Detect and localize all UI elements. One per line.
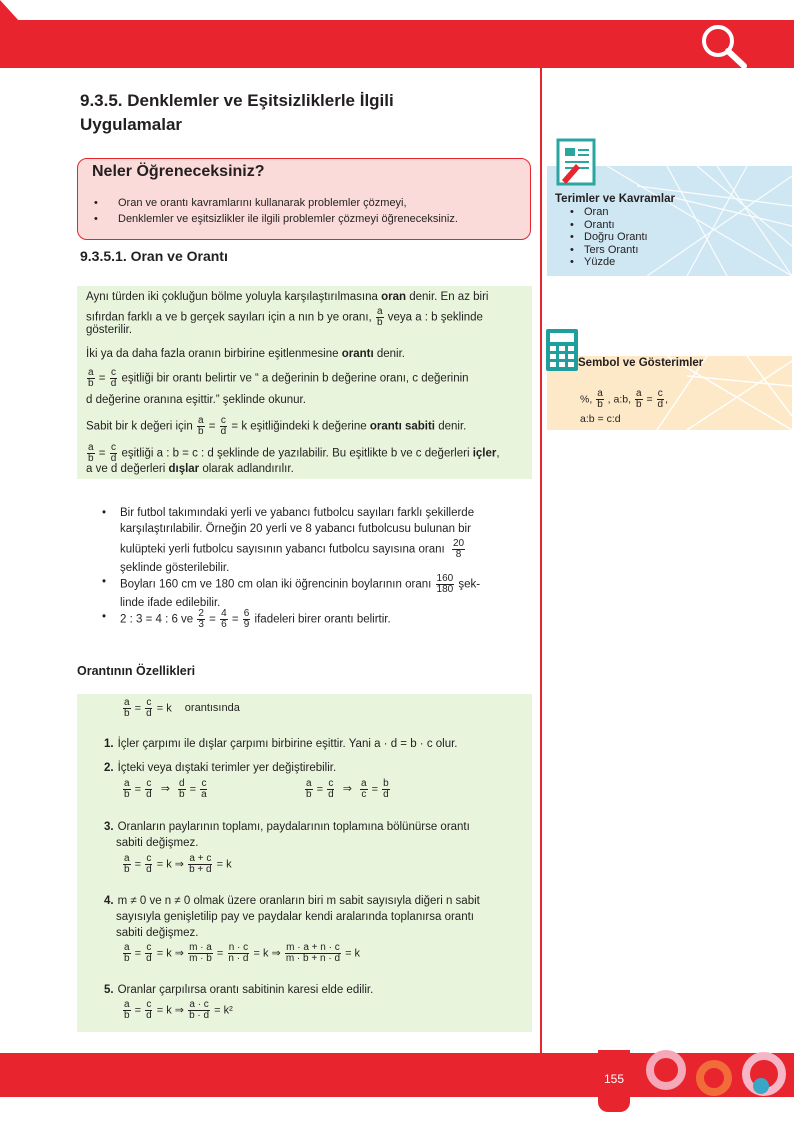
def-line-2 bbox=[86, 307, 483, 328]
text: İçteki veya dıştaki terimler yer değiştirebilir. bbox=[117, 762, 337, 774]
num: a bbox=[306, 778, 312, 789]
equals: = bbox=[208, 420, 216, 433]
fraction-c-d bbox=[145, 1000, 153, 1021]
fraction-c-d bbox=[145, 854, 153, 875]
fraction-sum bbox=[188, 854, 213, 875]
equals-k: = k bbox=[231, 420, 248, 433]
text: ifadeleri birer orantı belirtir. bbox=[254, 613, 391, 626]
equals-k-squared: = k² bbox=[214, 1004, 233, 1017]
fraction-20-8 bbox=[452, 539, 465, 560]
fraction-c-d bbox=[220, 416, 228, 437]
def-line-4 bbox=[86, 347, 405, 362]
num: a · c bbox=[189, 999, 209, 1010]
properties-heading: Orantının Özellikleri bbox=[77, 664, 196, 678]
equals-k: = k bbox=[216, 858, 232, 871]
page-number: 155 bbox=[603, 1072, 625, 1086]
equals-k: = k bbox=[156, 1004, 172, 1017]
objective-item: • Denklemler ve eşitsizlikler ile ilgili problemler çözmeyi öğreneceksiniz. bbox=[118, 211, 458, 227]
intro-equation bbox=[122, 698, 240, 719]
fraction-c-a bbox=[200, 779, 208, 800]
num: 20 bbox=[452, 538, 465, 549]
term-item: • Orantı bbox=[584, 219, 648, 232]
equals: = bbox=[371, 783, 379, 796]
fraction-a-b bbox=[123, 943, 131, 964]
implies: ⇒ bbox=[342, 783, 352, 796]
prop2-eq-left bbox=[122, 779, 209, 800]
example-ratios bbox=[120, 609, 530, 630]
num: a bbox=[88, 442, 94, 453]
den: b bbox=[88, 378, 94, 389]
den: d bbox=[146, 708, 152, 719]
den: b bbox=[124, 708, 130, 719]
fraction-c-d bbox=[145, 698, 153, 719]
equals: = bbox=[134, 702, 142, 715]
text: Sabit bir k değeri için bbox=[86, 420, 193, 433]
num: m · a + n · c bbox=[286, 942, 340, 953]
def-line-9 bbox=[86, 462, 294, 477]
den: b bbox=[306, 789, 312, 800]
fraction-ma-mb bbox=[188, 943, 213, 964]
den: b bbox=[197, 426, 204, 437]
num: c bbox=[146, 999, 152, 1010]
fraction-a-b bbox=[635, 389, 643, 410]
text: • Bir futbol takımındaki yerli ve yabancı futbolcu sayıları farklı şekillerde bbox=[120, 507, 475, 519]
num: 160 bbox=[436, 573, 454, 584]
fraction-d-b bbox=[178, 779, 186, 800]
symbols-line-2: a:b = c:d bbox=[580, 413, 621, 425]
title-line-1: 9.3.5. Denklemler ve Eşitsizliklerle İlgili bbox=[80, 91, 394, 110]
den: d bbox=[146, 1010, 152, 1021]
num: a bbox=[124, 942, 130, 953]
fraction-4-6 bbox=[220, 609, 228, 630]
equals: = bbox=[134, 947, 142, 960]
equals: = bbox=[134, 783, 142, 796]
term-dislar: dışlar bbox=[168, 463, 200, 475]
text: , bbox=[496, 447, 500, 460]
def-line-3: gösterilir. bbox=[86, 324, 133, 336]
num: c bbox=[201, 778, 207, 789]
text: sabiti değişmez. bbox=[116, 837, 199, 849]
text: veya a : b şeklinde bbox=[387, 311, 483, 324]
property-5 bbox=[104, 982, 529, 998]
prop2-eq-right bbox=[304, 779, 391, 800]
corner-arrow-icon bbox=[0, 0, 20, 44]
num: a bbox=[197, 415, 204, 426]
den: n · d bbox=[228, 953, 249, 964]
text: linde ifade edilebilir. bbox=[120, 597, 221, 609]
implies: ⇒ bbox=[174, 947, 185, 960]
symbols-line-1 bbox=[580, 389, 668, 410]
equals: = bbox=[646, 393, 653, 406]
num: a bbox=[376, 306, 383, 317]
fraction-c-d bbox=[145, 943, 153, 964]
num: a bbox=[124, 853, 130, 864]
num: a bbox=[361, 778, 367, 789]
fraction-nc-nd bbox=[227, 943, 249, 964]
fraction-a-b bbox=[197, 416, 205, 437]
text: %, bbox=[580, 393, 593, 406]
num: a bbox=[124, 697, 130, 708]
num: c bbox=[146, 942, 152, 953]
text: sıfırdan farklı a ve b gerçek sayıları için a nın b ye oranı, bbox=[86, 311, 372, 324]
num: a bbox=[597, 388, 603, 399]
term-item: • Yüzde bbox=[584, 256, 648, 269]
num: c bbox=[146, 697, 152, 708]
fraction-product bbox=[188, 1000, 210, 1021]
den: c bbox=[361, 789, 367, 800]
den: 6 bbox=[221, 619, 227, 630]
den: d bbox=[657, 399, 664, 410]
fraction-c-d bbox=[110, 443, 118, 464]
num: c bbox=[146, 853, 152, 864]
fraction-a-b bbox=[123, 1000, 131, 1021]
text: eşitliği bir orantı belirtir ve “ a değerinin b değerine oranı, c değerinin bbox=[121, 372, 469, 385]
den: b bbox=[124, 1010, 130, 1021]
den: b bbox=[88, 453, 94, 464]
term-item: • Ters Orantı bbox=[584, 244, 648, 257]
text: orantısında bbox=[184, 702, 240, 715]
text: eşitliği a : b = c : d şeklinde de yazılabilir. Bu eşitlikte b ve c değerleri bbox=[121, 447, 473, 460]
symbols-title: Sembol ve Gösterimler bbox=[578, 357, 704, 369]
prop4-equation bbox=[122, 943, 360, 964]
den: a bbox=[201, 789, 207, 800]
objectives-box bbox=[77, 158, 531, 240]
num: c bbox=[328, 778, 334, 789]
num: b bbox=[383, 778, 389, 789]
text: Aynı türden iki çokluğun bölme yoluyla karşılaştırılmasına bbox=[86, 291, 382, 303]
def-line-6: d değerine oranına eşittir.” şeklinde okunur. bbox=[86, 394, 306, 406]
fraction-a-b bbox=[376, 307, 384, 328]
num: m · a bbox=[189, 942, 212, 953]
fraction-a-c bbox=[360, 779, 368, 800]
objective-item: • Oran ve orantı kavramlarını kullanarak problemler çözmeyi, bbox=[118, 195, 458, 211]
fraction-b-d bbox=[382, 779, 390, 800]
text: m ≠ 0 ve n ≠ 0 olmak üzere oranların biri m sabit sayısıyla diğeri n sabit bbox=[117, 895, 480, 907]
fraction-a-b bbox=[87, 443, 95, 464]
implies: ⇒ bbox=[160, 783, 170, 796]
num: n · c bbox=[228, 942, 249, 953]
term-oranti-sabiti: orantı sabiti bbox=[369, 420, 436, 433]
den: 180 bbox=[436, 584, 454, 595]
text: kulüpteki yerli futbolcu sayısının yabancı futbolcu sayısına oranı bbox=[120, 543, 445, 556]
num: 4 bbox=[221, 608, 227, 619]
implies: ⇒ bbox=[174, 1004, 185, 1017]
equals: = bbox=[98, 372, 106, 385]
num: a + c bbox=[189, 853, 212, 864]
num: c bbox=[657, 388, 663, 399]
equals-k: = k bbox=[253, 947, 269, 960]
den: m · b + n · d bbox=[285, 953, 341, 964]
den: d bbox=[146, 864, 152, 875]
section-subtitle: 9.3.5.1. Oran ve Orantı bbox=[80, 248, 228, 264]
den: d bbox=[328, 789, 334, 800]
term-item: • Oran bbox=[584, 206, 648, 219]
prop-number: 1. bbox=[104, 738, 114, 750]
text: a ve d değerleri bbox=[86, 463, 169, 475]
equals: = bbox=[216, 947, 224, 960]
den: m · b bbox=[189, 953, 212, 964]
def-line-1 bbox=[86, 290, 488, 305]
def-line-8 bbox=[86, 443, 500, 464]
title-line-2: Uygulamalar bbox=[80, 115, 183, 134]
example-heights bbox=[120, 574, 530, 611]
fraction-c-d bbox=[110, 368, 118, 389]
property-1 bbox=[104, 736, 529, 752]
equals: = bbox=[134, 1004, 142, 1017]
fraction-c-d bbox=[327, 779, 335, 800]
equals: = bbox=[316, 783, 324, 796]
fraction-a-b bbox=[305, 779, 313, 800]
den: 9 bbox=[243, 619, 250, 630]
property-3 bbox=[104, 819, 529, 851]
den: 8 bbox=[455, 549, 462, 560]
property-4 bbox=[104, 893, 529, 941]
num: 6 bbox=[243, 608, 250, 619]
equals-k: = k bbox=[156, 947, 172, 960]
den: d bbox=[146, 953, 152, 964]
prop-number: 4. bbox=[104, 895, 114, 907]
text: İçler çarpımı ile dışlar çarpımı birbirine eşittir. Yani a · d = b · c olur. bbox=[117, 738, 458, 750]
den: 3 bbox=[198, 619, 204, 630]
text: şeklinde gösterilebilir. bbox=[120, 562, 230, 574]
den: b bbox=[376, 317, 383, 328]
terms-list bbox=[584, 206, 648, 269]
calculator-icon bbox=[545, 328, 579, 372]
def-line-7 bbox=[86, 416, 466, 437]
num: a bbox=[88, 367, 94, 378]
equals-k: = k bbox=[345, 947, 361, 960]
den: b bbox=[124, 864, 130, 875]
prop3-equation bbox=[122, 854, 232, 875]
fraction-c-d bbox=[657, 389, 665, 410]
text: sayısıyla genişletilip pay ve paydalar kendi aralarında toplanırsa orantı bbox=[116, 911, 474, 923]
equals-k: = k bbox=[156, 702, 172, 715]
column-divider bbox=[540, 68, 542, 1058]
term-oran: oran bbox=[381, 291, 407, 303]
den: d bbox=[110, 453, 117, 464]
text: denir. bbox=[435, 420, 467, 433]
fraction-c-d bbox=[145, 779, 153, 800]
num: c bbox=[110, 442, 116, 453]
den: d bbox=[146, 789, 152, 800]
term-item: • Doğru Orantı bbox=[584, 231, 648, 244]
den: b bbox=[597, 399, 603, 410]
text: Boyları 160 cm ve 180 cm olan iki öğrencinin boylarının oranı bbox=[120, 578, 432, 591]
equals: = bbox=[189, 783, 197, 796]
text: 2 : 3 = 4 : 6 ve bbox=[120, 613, 194, 626]
text: sabiti değişmez. bbox=[116, 927, 199, 939]
den: b bbox=[179, 789, 185, 800]
text: şek- bbox=[458, 578, 481, 591]
fraction-2-3 bbox=[197, 609, 205, 630]
den: d bbox=[110, 378, 117, 389]
fraction-combined bbox=[285, 943, 341, 964]
document-icon bbox=[556, 138, 598, 186]
num: a bbox=[124, 778, 130, 789]
text: karşılaştırılabilir. Örneğin 20 yerli ve 8 yabancı futbolcusu bulunan bir bbox=[120, 523, 471, 535]
den: d bbox=[220, 426, 227, 437]
text: , bbox=[665, 393, 668, 406]
objectives-list bbox=[118, 195, 458, 227]
equals: = bbox=[231, 613, 239, 626]
text: Oranların paylarının toplamı, paydalarının toplamına bölünürse orantı bbox=[117, 821, 470, 833]
den: b bbox=[635, 399, 642, 410]
text: denir. bbox=[373, 348, 405, 360]
fraction-6-9 bbox=[243, 609, 251, 630]
den: b bbox=[124, 953, 130, 964]
gears-icon bbox=[636, 1040, 794, 1100]
num: d bbox=[179, 778, 185, 789]
property-2 bbox=[104, 760, 529, 776]
top-banner bbox=[0, 20, 794, 68]
num: c bbox=[220, 415, 226, 426]
def-line-5 bbox=[86, 368, 469, 389]
text: Oranlar çarpılırsa orantı sabitinin karesi elde edilir. bbox=[117, 984, 374, 996]
num: a bbox=[635, 388, 642, 399]
fraction-160-180 bbox=[436, 574, 455, 595]
text: İki ya da daha fazla oranın birbirine eşitlenmesine bbox=[86, 348, 342, 360]
text: olarak adlandırılır. bbox=[199, 463, 294, 475]
page-title bbox=[80, 89, 520, 137]
objectives-heading: Neler Öğreneceksiniz? bbox=[92, 163, 265, 180]
implies: ⇒ bbox=[174, 858, 185, 871]
text: denir. En az biri bbox=[406, 291, 489, 303]
equals: = bbox=[209, 613, 216, 626]
num: c bbox=[146, 778, 152, 789]
num: c bbox=[110, 367, 116, 378]
den: b · d bbox=[189, 1010, 210, 1021]
equals: = bbox=[134, 858, 142, 871]
example-football bbox=[120, 505, 530, 576]
text-line bbox=[120, 574, 530, 595]
fraction-a-b bbox=[123, 854, 131, 875]
num: a bbox=[124, 999, 130, 1010]
fraction-a-b bbox=[123, 698, 131, 719]
term-icler: içler bbox=[472, 447, 497, 460]
equals-k: = k bbox=[156, 858, 172, 871]
magnifier-icon bbox=[698, 22, 750, 68]
fraction-a-b bbox=[596, 389, 604, 410]
fraction-a-b bbox=[87, 368, 95, 389]
num: 2 bbox=[198, 608, 204, 619]
term-oranti: orantı bbox=[341, 348, 374, 360]
implies: ⇒ bbox=[271, 947, 281, 960]
terms-title: Terimler ve Kavramlar bbox=[555, 193, 675, 205]
den: b + d bbox=[189, 864, 212, 875]
fraction-a-b bbox=[123, 779, 131, 800]
den: b bbox=[124, 789, 130, 800]
prop5-equation bbox=[122, 1000, 233, 1021]
text-line bbox=[120, 539, 530, 560]
text: , a:b, bbox=[607, 393, 632, 406]
prop-number: 5. bbox=[104, 984, 114, 996]
equals: = bbox=[98, 447, 106, 460]
text: eşitliğindeki k değerine bbox=[250, 420, 370, 433]
prop-number: 2. bbox=[104, 762, 114, 774]
den: d bbox=[383, 789, 389, 800]
prop-number: 3. bbox=[104, 821, 114, 833]
